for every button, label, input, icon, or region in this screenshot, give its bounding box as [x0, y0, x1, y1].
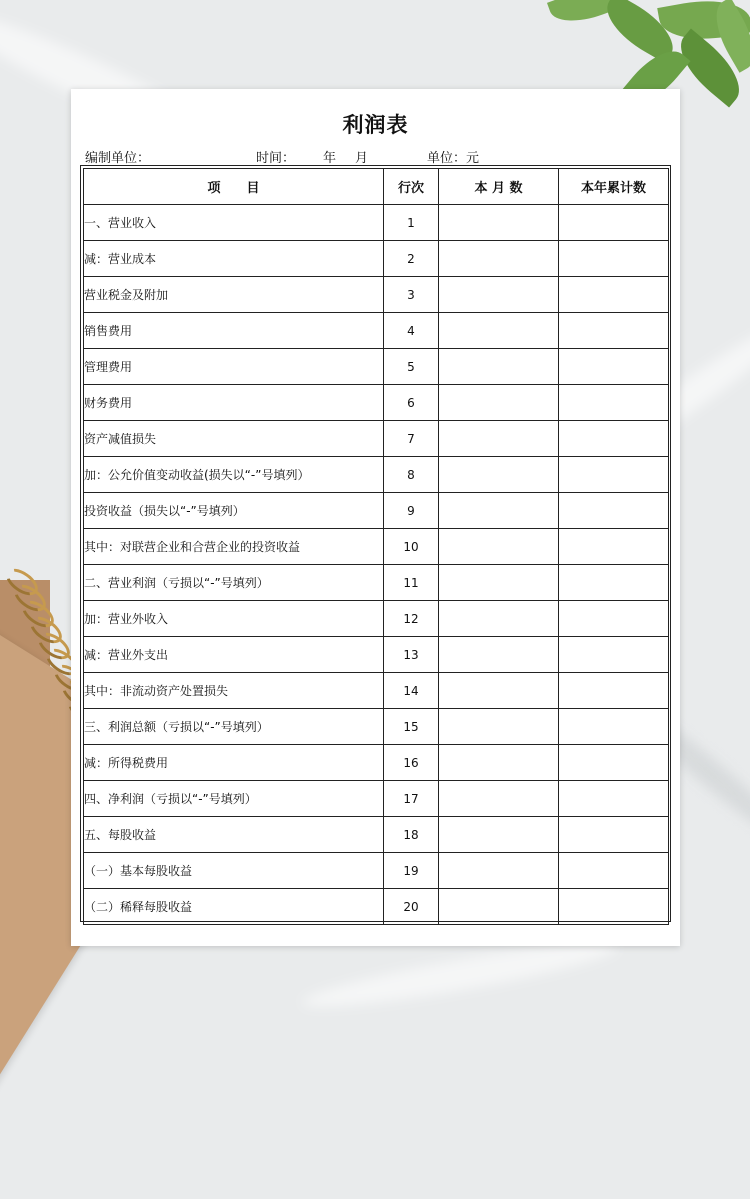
table-header-row — [84, 169, 669, 205]
row-line-number: 16 — [384, 745, 439, 781]
row-item-label: 其中：对联营企业和合营企业的投资收益 — [84, 529, 384, 565]
row-item-label: 减：所得税费用 — [84, 745, 384, 781]
row-line-number: 2 — [384, 241, 439, 277]
row-line-number: 1 — [384, 205, 439, 241]
row-line-number: 12 — [384, 601, 439, 637]
table-row — [84, 709, 669, 745]
preparer-unit-label: 编制单位： — [85, 151, 151, 166]
row-item-label: 管理费用 — [84, 349, 384, 385]
month-label: 月 — [355, 151, 369, 166]
row-line-number: 6 — [384, 385, 439, 421]
row-line-number: 15 — [384, 709, 439, 745]
row-current-month-cell[interactable] — [439, 529, 559, 565]
table-row — [84, 637, 669, 673]
row-year-to-date-cell[interactable] — [559, 529, 669, 565]
row-item-label: 销售费用 — [84, 313, 384, 349]
income-statement-table — [83, 168, 669, 925]
row-year-to-date-cell[interactable] — [559, 709, 669, 745]
row-current-month-cell[interactable] — [439, 385, 559, 421]
row-line-number: 3 — [384, 277, 439, 313]
table-row — [84, 493, 669, 529]
column-header-item: 项 目 — [84, 169, 384, 205]
document-sheet — [71, 89, 680, 946]
table-row — [84, 745, 669, 781]
row-item-label: 三、利润总额（亏损以“-”号填列） — [84, 709, 384, 745]
row-item-label: （二）稀释每股收益 — [84, 889, 384, 925]
row-item-label: 加：公允价值变动收益(损失以“-”号填列） — [84, 457, 384, 493]
row-year-to-date-cell[interactable] — [559, 565, 669, 601]
row-line-number: 9 — [384, 493, 439, 529]
currency-unit-label: 单位：元 — [427, 151, 480, 166]
column-header-year-to-date: 本年累计数 — [559, 169, 669, 205]
row-item-label: 二、营业利润（亏损以“-”号填列） — [84, 565, 384, 601]
table-row — [84, 781, 669, 817]
row-item-label: 营业税金及附加 — [84, 277, 384, 313]
row-item-label: 五、每股收益 — [84, 817, 384, 853]
row-year-to-date-cell[interactable] — [559, 277, 669, 313]
row-current-month-cell[interactable] — [439, 853, 559, 889]
row-item-label: 其中：非流动资产处置损失 — [84, 673, 384, 709]
row-line-number: 7 — [384, 421, 439, 457]
row-current-month-cell[interactable] — [439, 493, 559, 529]
row-current-month-cell[interactable] — [439, 817, 559, 853]
row-line-number: 10 — [384, 529, 439, 565]
row-line-number: 4 — [384, 313, 439, 349]
column-header-current-month: 本 月 数 — [439, 169, 559, 205]
table-row — [84, 529, 669, 565]
row-line-number: 8 — [384, 457, 439, 493]
row-line-number: 20 — [384, 889, 439, 925]
row-line-number: 18 — [384, 817, 439, 853]
row-year-to-date-cell[interactable] — [559, 745, 669, 781]
table-row — [84, 889, 669, 925]
row-item-label: 四、净利润（亏损以“-”号填列） — [84, 781, 384, 817]
row-item-label: 投资收益（损失以“-”号填列） — [84, 493, 384, 529]
table-row — [84, 277, 669, 313]
table-row — [84, 385, 669, 421]
row-line-number: 13 — [384, 637, 439, 673]
row-current-month-cell[interactable] — [439, 709, 559, 745]
table-row — [84, 349, 669, 385]
table-frame — [80, 165, 671, 922]
row-year-to-date-cell[interactable] — [559, 601, 669, 637]
table-row — [84, 241, 669, 277]
row-item-label: （一）基本每股收益 — [84, 853, 384, 889]
row-year-to-date-cell[interactable] — [559, 241, 669, 277]
row-current-month-cell[interactable] — [439, 745, 559, 781]
row-current-month-cell[interactable] — [439, 421, 559, 457]
row-item-label: 减：营业成本 — [84, 241, 384, 277]
row-current-month-cell[interactable] — [439, 781, 559, 817]
row-current-month-cell[interactable] — [439, 601, 559, 637]
row-line-number: 17 — [384, 781, 439, 817]
row-current-month-cell[interactable] — [439, 313, 559, 349]
row-year-to-date-cell[interactable] — [559, 673, 669, 709]
row-year-to-date-cell[interactable] — [559, 205, 669, 241]
table-row — [84, 673, 669, 709]
row-year-to-date-cell[interactable] — [559, 457, 669, 493]
table-row — [84, 313, 669, 349]
row-year-to-date-cell[interactable] — [559, 637, 669, 673]
row-year-to-date-cell[interactable] — [559, 493, 669, 529]
row-current-month-cell[interactable] — [439, 889, 559, 925]
table-row — [84, 817, 669, 853]
row-current-month-cell[interactable] — [439, 457, 559, 493]
time-label: 时间： — [256, 151, 296, 166]
row-item-label: 一、营业收入 — [84, 205, 384, 241]
row-item-label: 资产减值损失 — [84, 421, 384, 457]
row-item-label: 减：营业外支出 — [84, 637, 384, 673]
row-item-label: 加：营业外收入 — [84, 601, 384, 637]
document-title: 利润表 — [342, 113, 409, 137]
table-row — [84, 205, 669, 241]
row-year-to-date-cell[interactable] — [559, 853, 669, 889]
table-row — [84, 421, 669, 457]
row-year-to-date-cell[interactable] — [559, 385, 669, 421]
row-current-month-cell[interactable] — [439, 241, 559, 277]
row-line-number: 5 — [384, 349, 439, 385]
table-row — [84, 853, 669, 889]
row-year-to-date-cell[interactable] — [559, 889, 669, 925]
row-year-to-date-cell[interactable] — [559, 313, 669, 349]
row-year-to-date-cell[interactable] — [559, 349, 669, 385]
row-item-label: 财务费用 — [84, 385, 384, 421]
table-row — [84, 601, 669, 637]
row-current-month-cell[interactable] — [439, 205, 559, 241]
row-year-to-date-cell[interactable] — [559, 817, 669, 853]
table-row — [84, 565, 669, 601]
row-line-number: 14 — [384, 673, 439, 709]
row-current-month-cell[interactable] — [439, 565, 559, 601]
row-current-month-cell[interactable] — [439, 673, 559, 709]
row-line-number: 19 — [384, 853, 439, 889]
row-current-month-cell[interactable] — [439, 277, 559, 313]
table-row — [84, 457, 669, 493]
row-current-month-cell[interactable] — [439, 349, 559, 385]
row-line-number: 11 — [384, 565, 439, 601]
row-current-month-cell[interactable] — [439, 637, 559, 673]
row-year-to-date-cell[interactable] — [559, 781, 669, 817]
year-label: 年 — [323, 151, 337, 166]
row-year-to-date-cell[interactable] — [559, 421, 669, 457]
column-header-line-no: 行次 — [384, 169, 439, 205]
spiral-binding — [0, 566, 80, 756]
